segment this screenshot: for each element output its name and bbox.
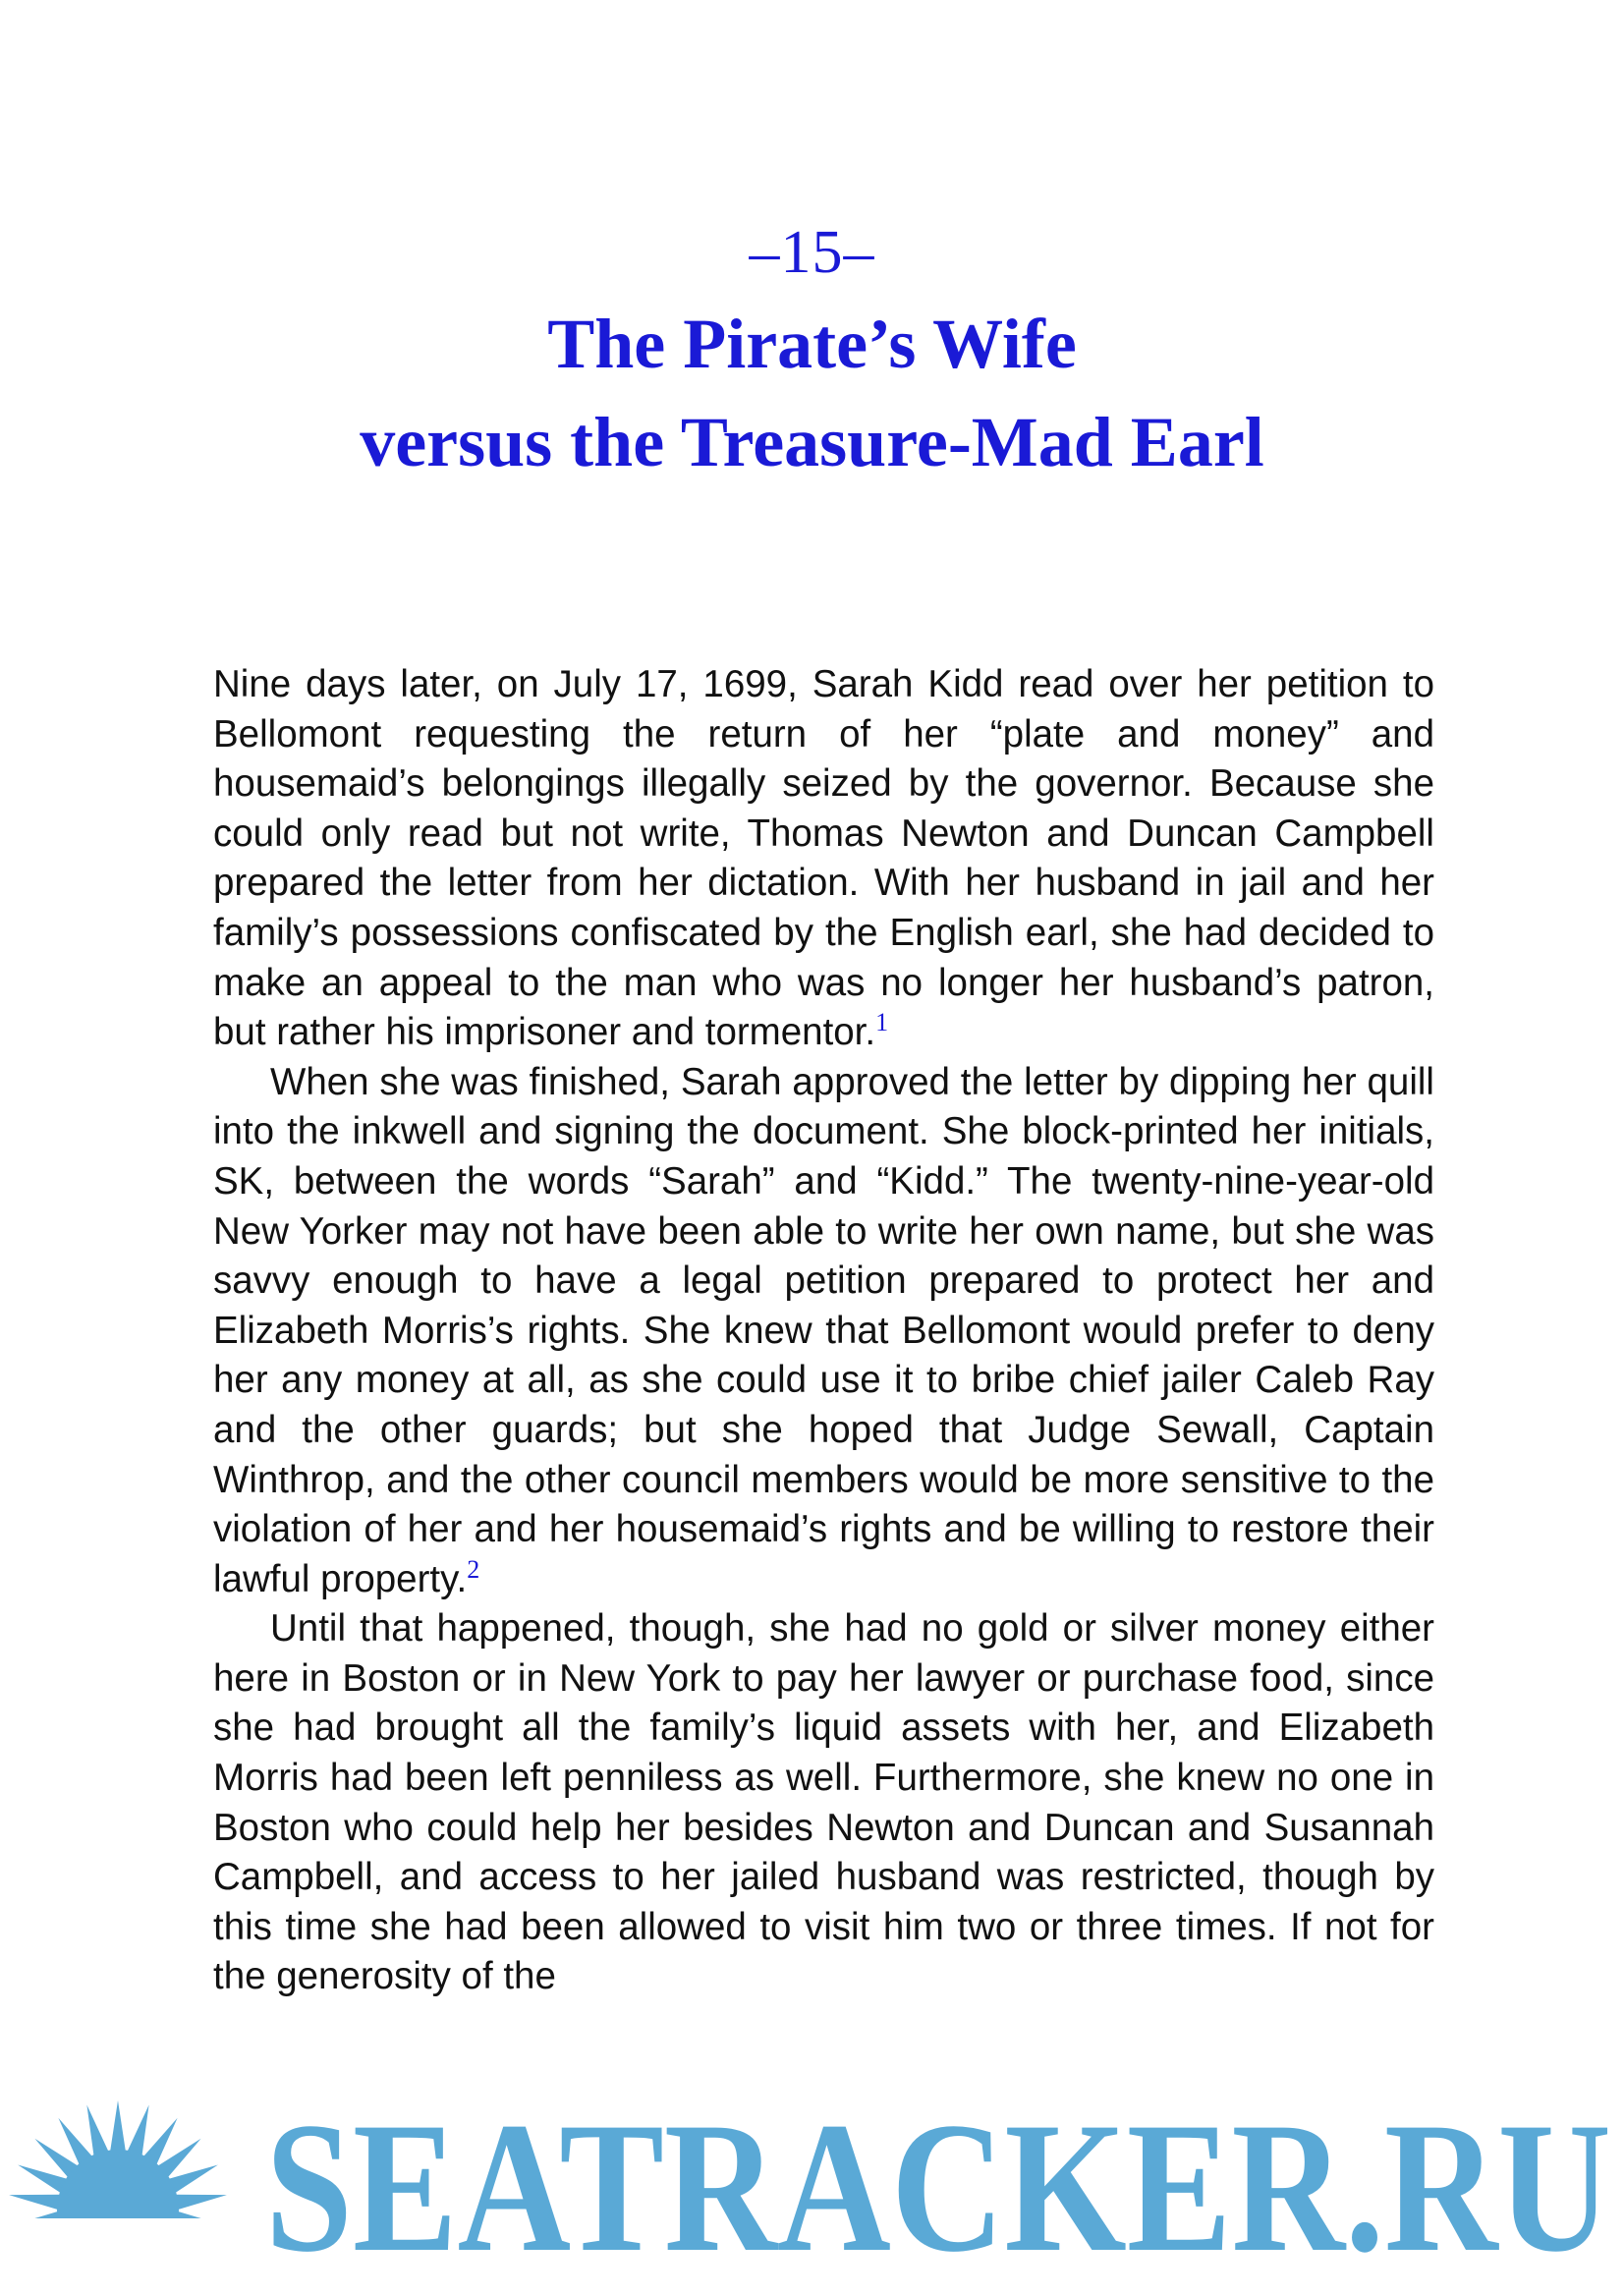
paragraph-2 [213, 1058, 1434, 1605]
paragraph-1 [213, 660, 1434, 1058]
watermark-text: SEATRACKER.RU [265, 2085, 1611, 2291]
paragraph-1-text: Nine days later, on July 17, 1699, Sarah Kidd read over her petition to Bellomont requesting the return of her “plate and money” and housemaid’s belongings illegally seized by the governor. Because she could only read but not write, Thomas Newton and Duncan Campbell prepared the letter from her dictation. With her husband in jail and her family’s possessions confiscated by the English earl, she had decided to make an appeal to the man who was no longer her husband’s patron, but rather his imprisoner and tormentor. [213, 663, 1434, 1054]
footnote-ref-1[interactable]: 1 [875, 1008, 889, 1037]
chapter-title [0, 295, 1624, 491]
watermark [0, 2063, 1624, 2295]
sunburst-icon [0, 2100, 246, 2295]
paragraph-3 [213, 1604, 1434, 2002]
chapter-title-line-2: versus the Treasure-Mad Earl [360, 403, 1264, 481]
body-text [213, 660, 1434, 2002]
paragraph-2-text: When she was finished, Sarah approved the letter by dipping her quill into the inkwell and signing the document. She block-printed her initials, SK, between the words “Sarah” and “Kidd.” The twenty-nine-year-old New Yorker may not have been able to write her own name, but she was savvy enough to have a legal petition prepared to protect her and Elizabeth Morris’s rights. She knew that Bellomont would prefer to deny her any money at all, as she could use it to bribe chief jailer Caleb Ray and the other guards; but she hoped that Judge Sewall, Captain Winthrop, and the other council members would be more sensitive to the violation of her and her housemaid’s rights and be willing to restore their lawful property. [213, 1060, 1434, 1600]
chapter-number: –15– [749, 219, 875, 286]
paragraph-3-text: Until that happened, though, she had no gold or silver money either here in Boston or in New York to pay her lawyer or purchase food, since she had brought all the family’s liquid assets with her, and Elizabeth Morris had been left penniless as well. Furthermore, she knew no one in Boston who could help her besides Newton and Duncan and Susannah Campbell, and access to her jailed husband was restricted, though by this time she had been allowed to visit him two or three times. If not for the generosity of the [213, 1607, 1434, 1998]
footnote-ref-2[interactable]: 2 [467, 1554, 480, 1584]
chapter-title-line-1: The Pirate’s Wife [547, 305, 1077, 383]
